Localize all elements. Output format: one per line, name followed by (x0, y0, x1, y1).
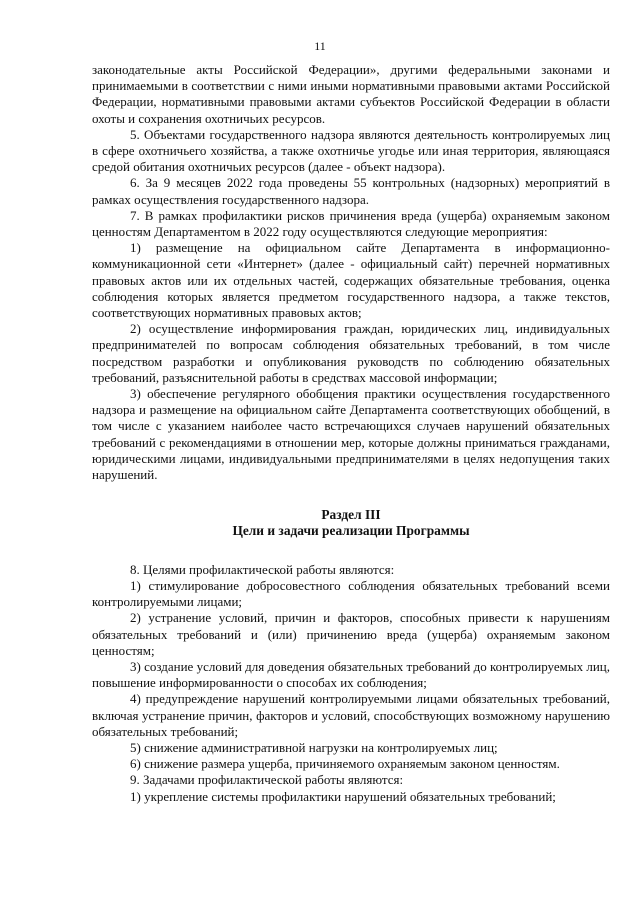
list-item: 1) укрепление системы профилактики нарушений обязательных требований; (130, 788, 556, 804)
list-item: 3) создание условий для доведения обязательных требований до контролируемых лиц, повышение информированности о способах их соблюдения; (92, 658, 610, 691)
page-number: 11 (314, 39, 326, 53)
paragraph: 7. В рамках профилактики рисков причинения вреда (ущерба) охраняемым законом ценностям Департаментом в 2022 году осуществляются следующие мероприятия: (92, 207, 610, 240)
list-item: 1) размещение на официальном сайте Департамента в информационно-коммуникационной сети «Интернет» (далее - официальный сайт) перечней нормативных правовых актов или их отдельных частей, содержащих обязательные требования, оценка соблюдения которых является предметом государственного надзора, а также текстов, соответствующих нормативных правовых актов; (92, 240, 610, 321)
document-body (92, 62, 610, 805)
section-title: Раздел III (321, 507, 381, 523)
list-item: 1) стимулирование добросовестного соблюдения обязательных требований всеми контролируемыми лицами; (92, 577, 610, 610)
section-subtitle: Цели и задачи реализации Программы (232, 523, 470, 539)
list-item: 4) предупреждение нарушений контролируемыми лицами обязательных требований, включая устранение причин, факторов и условий, способствующих возможному нарушению обязательных требований; (92, 691, 610, 739)
paragraph: 8. Целями профилактической работы являются: (130, 561, 395, 577)
list-item: 6) снижение размера ущерба, причиняемого охраняемым законом ценностям. (130, 756, 560, 772)
list-item: 5) снижение административной нагрузки на контролируемых лиц; (130, 739, 498, 755)
list-item: 3) обеспечение регулярного обобщения практики осуществления государственного надзора и размещение на официальном сайте Департамента соответствующих обобщений, в том числе с указанием наиболее часто встречающихся случаев нарушений обязательных требований с рекомендациями в отношении мер, которые должны приниматься гражданами, юридическими лицами, индивидуальными предпринимателями в целях недопущения таких нарушений. (92, 386, 610, 483)
paragraph: 6. За 9 месяцев 2022 года проведены 55 контрольных (надзорных) мероприятий в рамках осуществления государственного надзора. (92, 175, 610, 207)
paragraph: 9. Задачами профилактической работы являются: (130, 772, 404, 788)
list-item: 2) осуществление информирования граждан, юридических лиц, индивидуальных предпринимателей по вопросам соблюдения обязательных требований, в том числе посредством разработки и опубликования руководств по соблюдению обязательных требований, разъяснительной работы в средствах массовой информации; (92, 321, 610, 385)
paragraph: 5. Объектами государственного надзора являются деятельность контролируемых лиц в сфере охотничьего хозяйства, а также охотничье угодье или иная территория, являющаяся средой обитания охотничьих ресурсов (далее - объект надзора). (92, 126, 610, 175)
list-item: 2) устранение условий, причин и факторов, способных привести к нарушениям обязательных требований и (или) причинению вреда (ущерба) охраняемым законом ценностям; (92, 610, 610, 658)
paragraph: законодательные акты Российской Федерации», другими федеральными законами и принимаемыми в соответствии с ними иными нормативными правовыми актами Российской Федерации, нормативными правовыми актами субъектов Российской Федерации в области охоты и сохранения охотничьих ресурсов. (92, 62, 610, 126)
